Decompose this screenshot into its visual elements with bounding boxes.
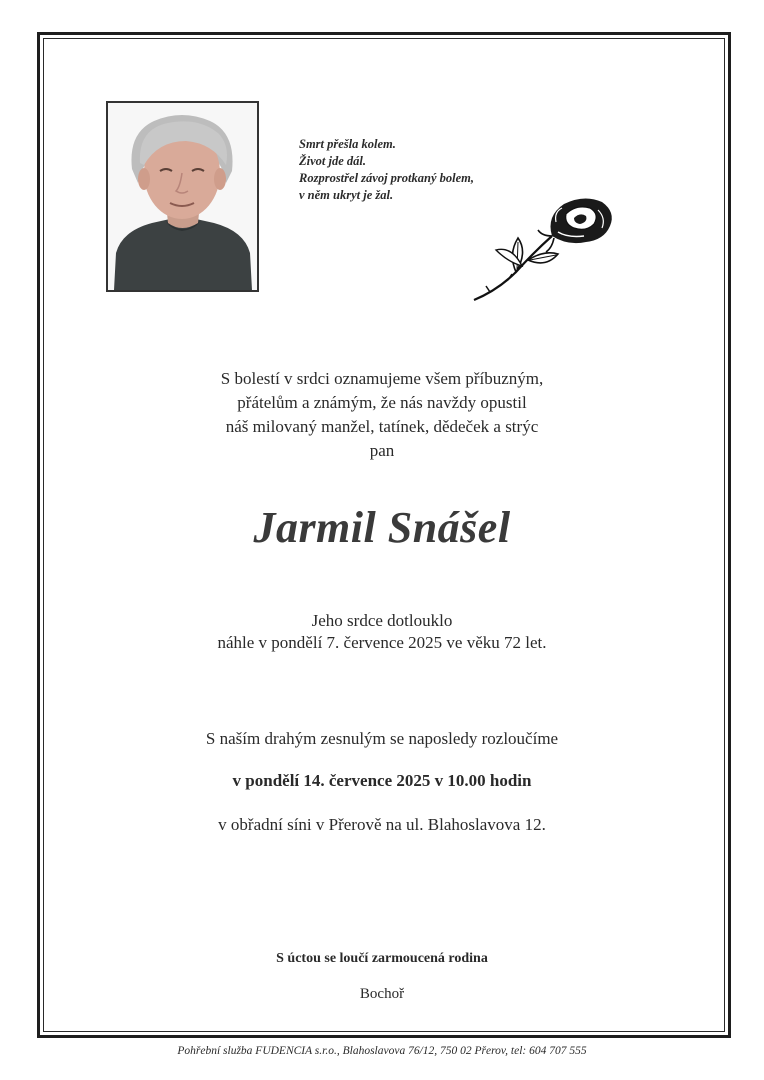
deceased-name: Jarmil Snášel [253,503,511,552]
farewell-datetime: v pondělí 14. července 2025 v 10.00 hodin [232,771,532,790]
signature-place: Bochoř [359,986,405,1002]
announcement-line: pan [369,441,395,460]
poem-line: Rozprostřel závoj protkaný bolem, [299,171,475,185]
death-line-2: náhle v pondělí 7. července 2025 ve věku 72 let. [217,633,547,652]
announcement-line: S bolestí v srdci oznamujeme všem příbuzným, [220,369,544,388]
poem-line: Smrt přešla kolem. [299,137,396,151]
poem [299,136,474,204]
death-line-1: Jeho srdce dotlouklo [311,611,453,630]
farewell-intro: S naším drahým zesnulým se naposledy rozloučíme [205,729,559,748]
rose-icon [468,192,618,307]
poem-line: v něm ukryt je žal. [299,188,394,202]
announcement-line: přátelům a známým, že nás navždy opustil [237,393,527,412]
poem-line: Život jde dál. [299,154,366,168]
funeral-service-footer: Pohřební služba FUDENCIA s.r.o., Blahoslavova 76/12, 750 02 Přerov, tel: 604 707 555 [177,1045,587,1057]
signature-line: S úctou se loučí zarmoucená rodina [276,951,488,966]
farewell-place: v obřadní síni v Přerově na ul. Blahoslavova 12. [218,815,546,834]
announcement [0,367,764,463]
announcement-line: náš milovaný manžel, tatínek, dědeček a strýc [225,417,539,436]
portrait-photo [106,101,259,292]
